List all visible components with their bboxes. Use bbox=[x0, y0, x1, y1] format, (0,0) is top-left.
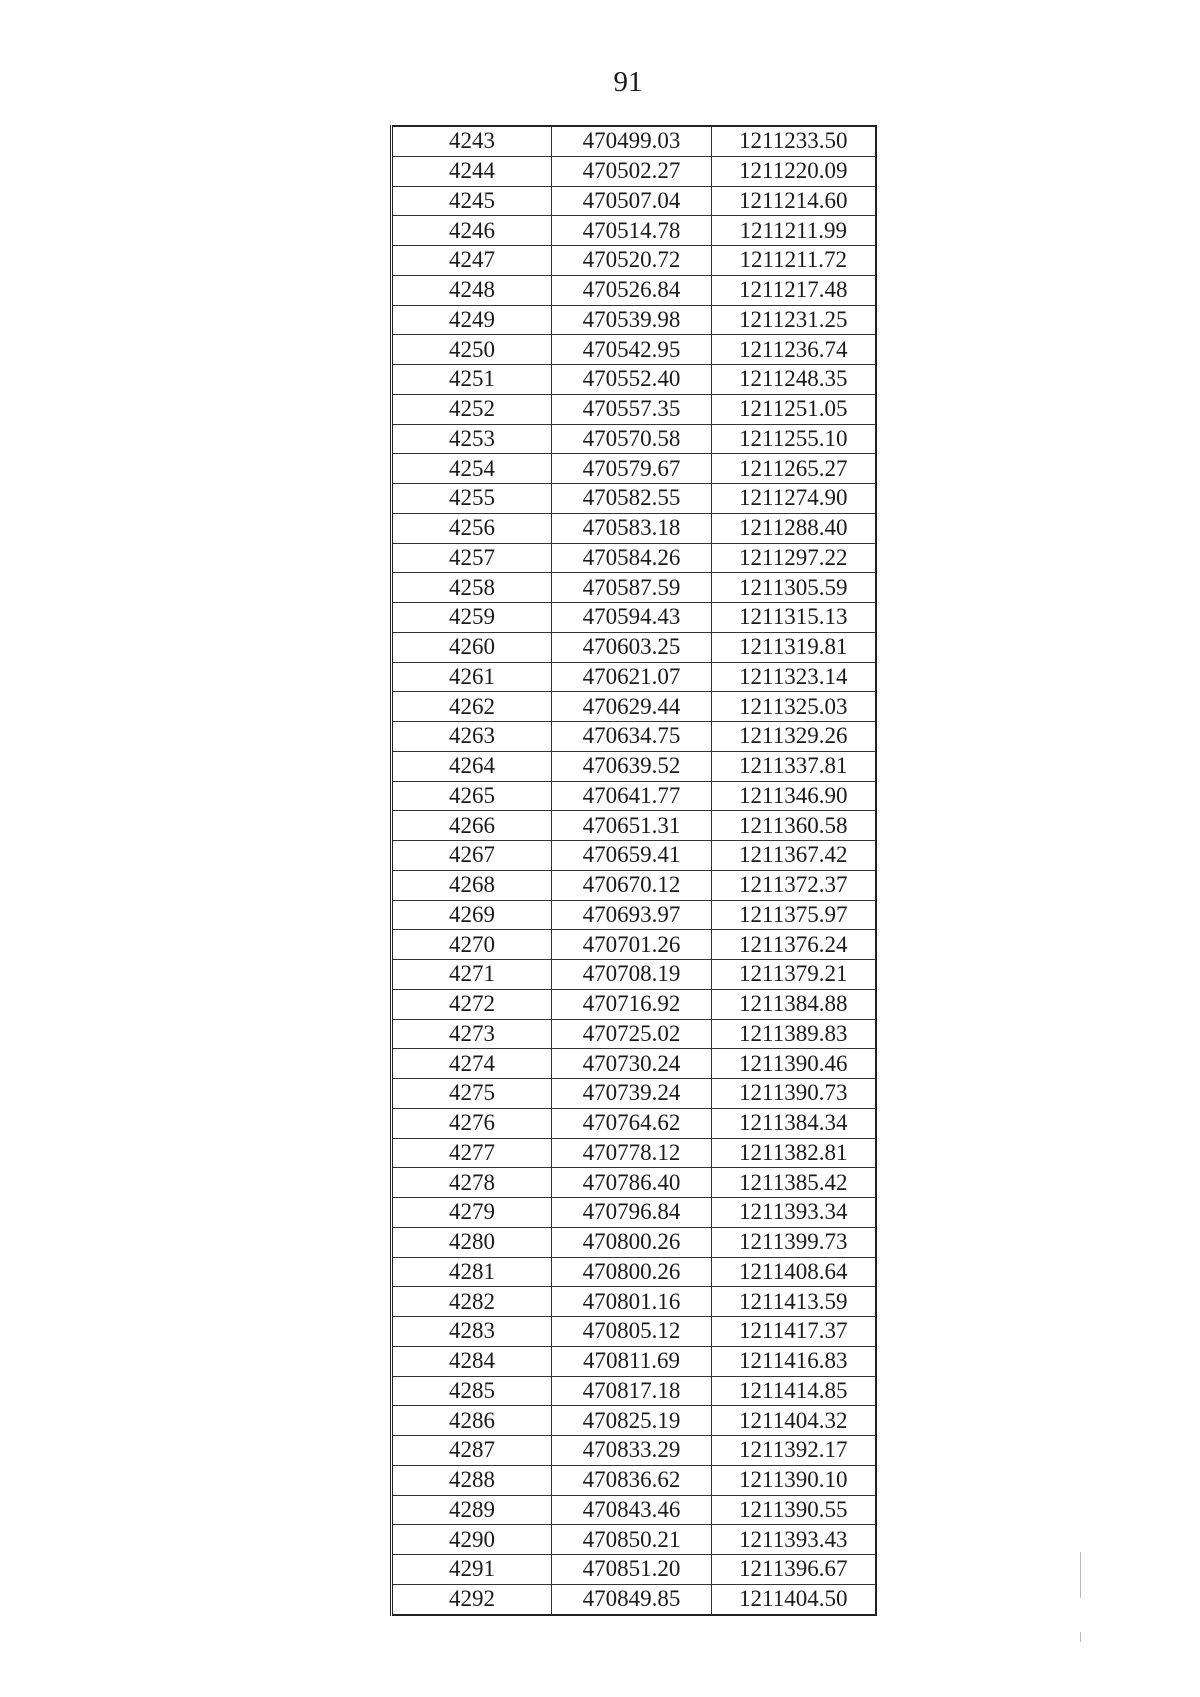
y-coordinate-cell: 1211315.13 bbox=[712, 603, 876, 633]
point-number-cell: 4267 bbox=[392, 841, 552, 871]
point-number-cell: 4289 bbox=[392, 1495, 552, 1525]
x-coordinate-cell: 470499.03 bbox=[552, 126, 712, 156]
point-number-cell: 4279 bbox=[392, 1198, 552, 1228]
y-coordinate-cell: 1211385.42 bbox=[712, 1168, 876, 1198]
y-coordinate-cell: 1211414.85 bbox=[712, 1376, 876, 1406]
table-row bbox=[392, 1287, 876, 1317]
x-coordinate-cell: 470805.12 bbox=[552, 1317, 712, 1347]
y-coordinate-cell: 1211217.48 bbox=[712, 275, 876, 305]
x-coordinate-cell: 470825.19 bbox=[552, 1406, 712, 1436]
x-coordinate-cell: 470557.35 bbox=[552, 394, 712, 424]
table-row bbox=[392, 1108, 876, 1138]
table-row bbox=[392, 1138, 876, 1168]
point-number-cell: 4262 bbox=[392, 692, 552, 722]
x-coordinate-cell: 470570.58 bbox=[552, 424, 712, 454]
table-row bbox=[392, 1436, 876, 1466]
x-coordinate-cell: 470739.24 bbox=[552, 1079, 712, 1109]
x-coordinate-cell: 470539.98 bbox=[552, 305, 712, 335]
table-row bbox=[392, 781, 876, 811]
point-number-cell: 4290 bbox=[392, 1525, 552, 1555]
x-coordinate-cell: 470730.24 bbox=[552, 1049, 712, 1079]
table-row bbox=[392, 186, 876, 216]
y-coordinate-cell: 1211376.24 bbox=[712, 930, 876, 960]
x-coordinate-cell: 470587.59 bbox=[552, 573, 712, 603]
x-coordinate-cell: 470542.95 bbox=[552, 335, 712, 365]
x-coordinate-cell: 470507.04 bbox=[552, 186, 712, 216]
y-coordinate-cell: 1211305.59 bbox=[712, 573, 876, 603]
table-row bbox=[392, 365, 876, 395]
y-coordinate-cell: 1211325.03 bbox=[712, 692, 876, 722]
y-coordinate-cell: 1211389.83 bbox=[712, 1019, 876, 1049]
x-coordinate-cell: 470520.72 bbox=[552, 246, 712, 276]
point-number-cell: 4265 bbox=[392, 781, 552, 811]
y-coordinate-cell: 1211233.50 bbox=[712, 126, 876, 156]
table-row bbox=[392, 662, 876, 692]
x-coordinate-cell: 470833.29 bbox=[552, 1436, 712, 1466]
y-coordinate-cell: 1211408.64 bbox=[712, 1257, 876, 1287]
table-row bbox=[392, 692, 876, 722]
table-row bbox=[392, 722, 876, 752]
table-row bbox=[392, 1049, 876, 1079]
point-number-cell: 4256 bbox=[392, 513, 552, 543]
point-number-cell: 4282 bbox=[392, 1287, 552, 1317]
point-number-cell: 4261 bbox=[392, 662, 552, 692]
point-number-cell: 4253 bbox=[392, 424, 552, 454]
x-coordinate-cell: 470817.18 bbox=[552, 1376, 712, 1406]
point-number-cell: 4243 bbox=[392, 126, 552, 156]
y-coordinate-cell: 1211255.10 bbox=[712, 424, 876, 454]
point-number-cell: 4272 bbox=[392, 989, 552, 1019]
table-row bbox=[392, 1465, 876, 1495]
table-row bbox=[392, 989, 876, 1019]
table-row bbox=[392, 335, 876, 365]
table-row bbox=[392, 632, 876, 662]
x-coordinate-cell: 470579.67 bbox=[552, 454, 712, 484]
x-coordinate-cell: 470526.84 bbox=[552, 275, 712, 305]
table-row bbox=[392, 1317, 876, 1347]
y-coordinate-cell: 1211384.34 bbox=[712, 1108, 876, 1138]
x-coordinate-cell: 470843.46 bbox=[552, 1495, 712, 1525]
table-row bbox=[392, 1376, 876, 1406]
y-coordinate-cell: 1211265.27 bbox=[712, 454, 876, 484]
y-coordinate-cell: 1211274.90 bbox=[712, 484, 876, 514]
x-coordinate-cell: 470584.26 bbox=[552, 543, 712, 573]
y-coordinate-cell: 1211360.58 bbox=[712, 811, 876, 841]
y-coordinate-cell: 1211375.97 bbox=[712, 900, 876, 930]
point-number-cell: 4291 bbox=[392, 1555, 552, 1585]
table-row bbox=[392, 1257, 876, 1287]
x-coordinate-cell: 470725.02 bbox=[552, 1019, 712, 1049]
table-row bbox=[392, 424, 876, 454]
table-row bbox=[392, 394, 876, 424]
y-coordinate-cell: 1211399.73 bbox=[712, 1227, 876, 1257]
y-coordinate-cell: 1211413.59 bbox=[712, 1287, 876, 1317]
point-number-cell: 4259 bbox=[392, 603, 552, 633]
point-number-cell: 4251 bbox=[392, 365, 552, 395]
point-number-cell: 4247 bbox=[392, 246, 552, 276]
point-number-cell: 4273 bbox=[392, 1019, 552, 1049]
point-number-cell: 4287 bbox=[392, 1436, 552, 1466]
point-number-cell: 4275 bbox=[392, 1079, 552, 1109]
point-number-cell: 4281 bbox=[392, 1257, 552, 1287]
y-coordinate-cell: 1211416.83 bbox=[712, 1346, 876, 1376]
point-number-cell: 4278 bbox=[392, 1168, 552, 1198]
point-number-cell: 4250 bbox=[392, 335, 552, 365]
table-row bbox=[392, 484, 876, 514]
table-row bbox=[392, 1227, 876, 1257]
x-coordinate-cell: 470583.18 bbox=[552, 513, 712, 543]
x-coordinate-cell: 470641.77 bbox=[552, 781, 712, 811]
point-number-cell: 4245 bbox=[392, 186, 552, 216]
point-number-cell: 4285 bbox=[392, 1376, 552, 1406]
y-coordinate-cell: 1211323.14 bbox=[712, 662, 876, 692]
y-coordinate-cell: 1211404.32 bbox=[712, 1406, 876, 1436]
point-number-cell: 4284 bbox=[392, 1346, 552, 1376]
x-coordinate-cell: 470582.55 bbox=[552, 484, 712, 514]
table-row bbox=[392, 513, 876, 543]
scan-mark bbox=[1080, 1552, 1081, 1598]
table-row bbox=[392, 1079, 876, 1109]
x-coordinate-cell: 470701.26 bbox=[552, 930, 712, 960]
y-coordinate-cell: 1211372.37 bbox=[712, 870, 876, 900]
point-number-cell: 4266 bbox=[392, 811, 552, 841]
table-row bbox=[392, 305, 876, 335]
table-row bbox=[392, 1495, 876, 1525]
table-row bbox=[392, 1584, 876, 1614]
x-coordinate-cell: 470634.75 bbox=[552, 722, 712, 752]
table-row bbox=[392, 870, 876, 900]
y-coordinate-cell: 1211211.99 bbox=[712, 216, 876, 246]
table-row bbox=[392, 900, 876, 930]
y-coordinate-cell: 1211236.74 bbox=[712, 335, 876, 365]
table-row bbox=[392, 216, 876, 246]
point-number-cell: 4274 bbox=[392, 1049, 552, 1079]
table-row bbox=[392, 573, 876, 603]
point-number-cell: 4277 bbox=[392, 1138, 552, 1168]
x-coordinate-cell: 470651.31 bbox=[552, 811, 712, 841]
y-coordinate-cell: 1211288.40 bbox=[712, 513, 876, 543]
x-coordinate-cell: 470693.97 bbox=[552, 900, 712, 930]
x-coordinate-cell: 470786.40 bbox=[552, 1168, 712, 1198]
x-coordinate-cell: 470594.43 bbox=[552, 603, 712, 633]
x-coordinate-cell: 470801.16 bbox=[552, 1287, 712, 1317]
y-coordinate-cell: 1211393.43 bbox=[712, 1525, 876, 1555]
point-number-cell: 4280 bbox=[392, 1227, 552, 1257]
point-number-cell: 4255 bbox=[392, 484, 552, 514]
table-row bbox=[392, 751, 876, 781]
y-coordinate-cell: 1211214.60 bbox=[712, 186, 876, 216]
point-number-cell: 4286 bbox=[392, 1406, 552, 1436]
point-number-cell: 4268 bbox=[392, 870, 552, 900]
table-row bbox=[392, 126, 876, 156]
y-coordinate-cell: 1211211.72 bbox=[712, 246, 876, 276]
x-coordinate-cell: 470552.40 bbox=[552, 365, 712, 395]
x-coordinate-cell: 470708.19 bbox=[552, 960, 712, 990]
coordinates-table bbox=[390, 125, 877, 1616]
point-number-cell: 4257 bbox=[392, 543, 552, 573]
page-number: 91 bbox=[613, 66, 643, 98]
x-coordinate-cell: 470778.12 bbox=[552, 1138, 712, 1168]
table-row bbox=[392, 246, 876, 276]
x-coordinate-cell: 470502.27 bbox=[552, 156, 712, 186]
point-number-cell: 4263 bbox=[392, 722, 552, 752]
point-number-cell: 4248 bbox=[392, 275, 552, 305]
table-row bbox=[392, 454, 876, 484]
table-row bbox=[392, 960, 876, 990]
y-coordinate-cell: 1211390.55 bbox=[712, 1495, 876, 1525]
x-coordinate-cell: 470811.69 bbox=[552, 1346, 712, 1376]
point-number-cell: 4270 bbox=[392, 930, 552, 960]
table-row bbox=[392, 1168, 876, 1198]
y-coordinate-cell: 1211417.37 bbox=[712, 1317, 876, 1347]
y-coordinate-cell: 1211392.17 bbox=[712, 1436, 876, 1466]
y-coordinate-cell: 1211379.21 bbox=[712, 960, 876, 990]
x-coordinate-cell: 470849.85 bbox=[552, 1584, 712, 1614]
point-number-cell: 4252 bbox=[392, 394, 552, 424]
point-number-cell: 4264 bbox=[392, 751, 552, 781]
x-coordinate-cell: 470659.41 bbox=[552, 841, 712, 871]
x-coordinate-cell: 470514.78 bbox=[552, 216, 712, 246]
table-row bbox=[392, 543, 876, 573]
x-coordinate-cell: 470603.25 bbox=[552, 632, 712, 662]
x-coordinate-cell: 470716.92 bbox=[552, 989, 712, 1019]
point-number-cell: 4271 bbox=[392, 960, 552, 990]
table-row bbox=[392, 1019, 876, 1049]
table-row bbox=[392, 1406, 876, 1436]
x-coordinate-cell: 470800.26 bbox=[552, 1227, 712, 1257]
x-coordinate-cell: 470851.20 bbox=[552, 1555, 712, 1585]
x-coordinate-cell: 470796.84 bbox=[552, 1198, 712, 1228]
point-number-cell: 4249 bbox=[392, 305, 552, 335]
y-coordinate-cell: 1211390.10 bbox=[712, 1465, 876, 1495]
y-coordinate-cell: 1211231.25 bbox=[712, 305, 876, 335]
table-row bbox=[392, 603, 876, 633]
point-number-cell: 4269 bbox=[392, 900, 552, 930]
table-row bbox=[392, 1525, 876, 1555]
x-coordinate-cell: 470629.44 bbox=[552, 692, 712, 722]
x-coordinate-cell: 470639.52 bbox=[552, 751, 712, 781]
point-number-cell: 4276 bbox=[392, 1108, 552, 1138]
table-row bbox=[392, 811, 876, 841]
x-coordinate-cell: 470764.62 bbox=[552, 1108, 712, 1138]
y-coordinate-cell: 1211251.05 bbox=[712, 394, 876, 424]
y-coordinate-cell: 1211337.81 bbox=[712, 751, 876, 781]
y-coordinate-cell: 1211396.67 bbox=[712, 1555, 876, 1585]
x-coordinate-cell: 470800.26 bbox=[552, 1257, 712, 1287]
y-coordinate-cell: 1211346.90 bbox=[712, 781, 876, 811]
coordinates-table-body bbox=[392, 126, 876, 1615]
table-row bbox=[392, 930, 876, 960]
y-coordinate-cell: 1211382.81 bbox=[712, 1138, 876, 1168]
y-coordinate-cell: 1211297.22 bbox=[712, 543, 876, 573]
scan-mark bbox=[1080, 1632, 1081, 1642]
y-coordinate-cell: 1211393.34 bbox=[712, 1198, 876, 1228]
point-number-cell: 4260 bbox=[392, 632, 552, 662]
y-coordinate-cell: 1211367.42 bbox=[712, 841, 876, 871]
table-row bbox=[392, 1555, 876, 1585]
x-coordinate-cell: 470670.12 bbox=[552, 870, 712, 900]
point-number-cell: 4283 bbox=[392, 1317, 552, 1347]
table-row bbox=[392, 275, 876, 305]
y-coordinate-cell: 1211384.88 bbox=[712, 989, 876, 1019]
y-coordinate-cell: 1211329.26 bbox=[712, 722, 876, 752]
point-number-cell: 4292 bbox=[392, 1584, 552, 1614]
y-coordinate-cell: 1211390.46 bbox=[712, 1049, 876, 1079]
point-number-cell: 4244 bbox=[392, 156, 552, 186]
point-number-cell: 4254 bbox=[392, 454, 552, 484]
point-number-cell: 4288 bbox=[392, 1465, 552, 1495]
x-coordinate-cell: 470850.21 bbox=[552, 1525, 712, 1555]
x-coordinate-cell: 470836.62 bbox=[552, 1465, 712, 1495]
table-row bbox=[392, 1346, 876, 1376]
point-number-cell: 4246 bbox=[392, 216, 552, 246]
point-number-cell: 4258 bbox=[392, 573, 552, 603]
table-row bbox=[392, 841, 876, 871]
y-coordinate-cell: 1211390.73 bbox=[712, 1079, 876, 1109]
y-coordinate-cell: 1211220.09 bbox=[712, 156, 876, 186]
y-coordinate-cell: 1211404.50 bbox=[712, 1584, 876, 1614]
y-coordinate-cell: 1211248.35 bbox=[712, 365, 876, 395]
table-row bbox=[392, 156, 876, 186]
y-coordinate-cell: 1211319.81 bbox=[712, 632, 876, 662]
x-coordinate-cell: 470621.07 bbox=[552, 662, 712, 692]
table-row bbox=[392, 1198, 876, 1228]
